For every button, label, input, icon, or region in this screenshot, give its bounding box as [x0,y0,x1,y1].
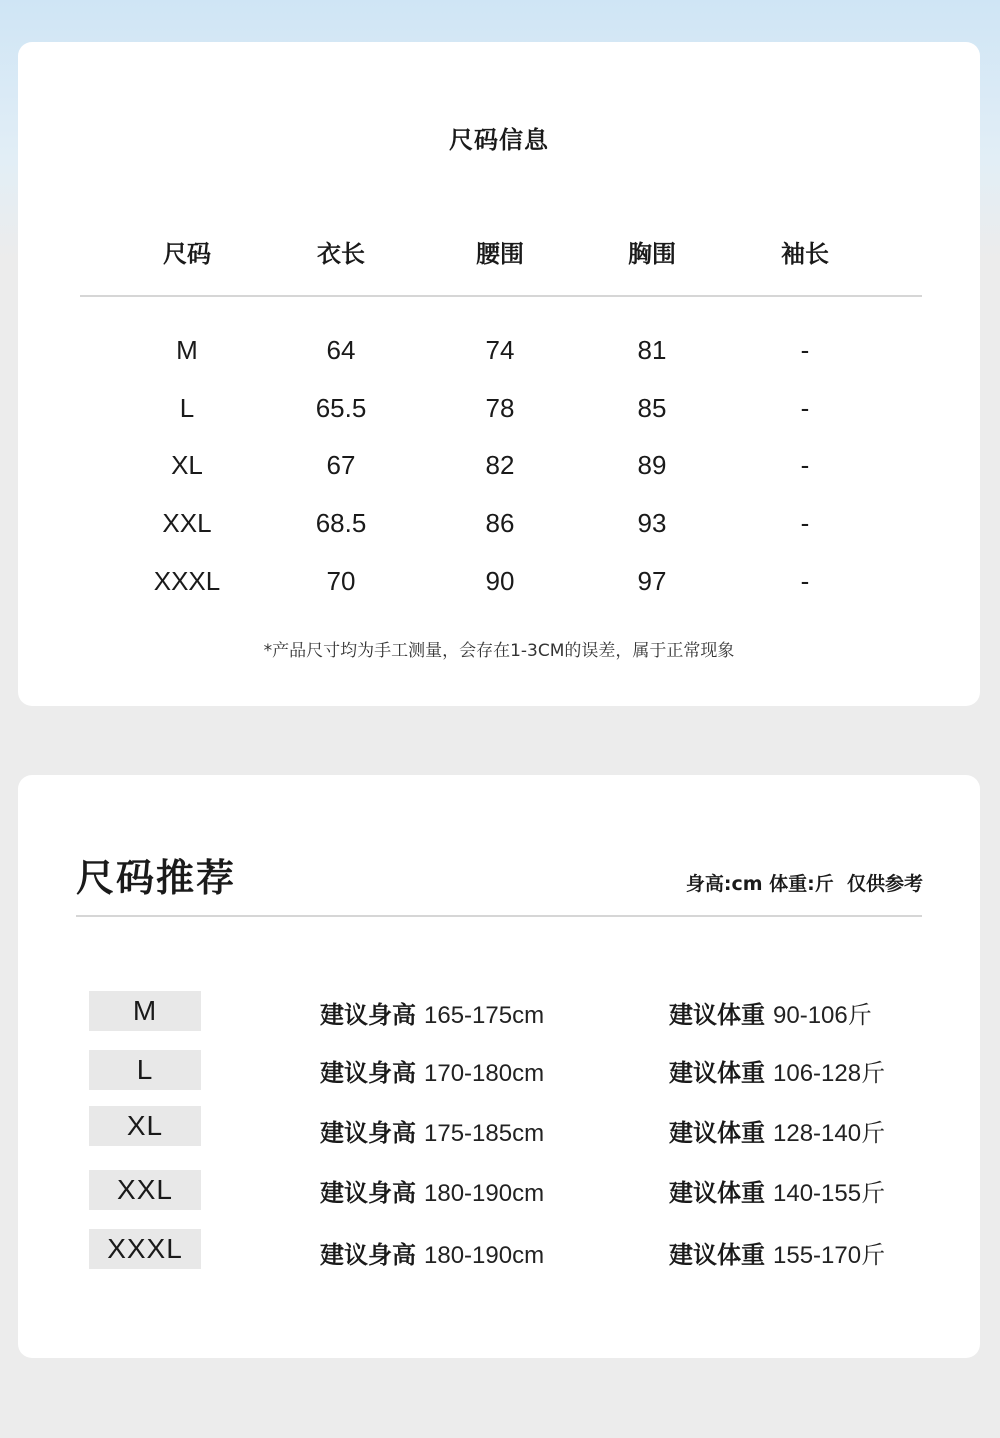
header-sleeve: 袖长 [781,240,829,268]
cell-length: 65.5 [315,393,367,423]
recommend-divider [76,915,922,917]
cell-size: M [176,335,198,365]
cell-length: 70 [326,566,356,596]
recommend-unit-note: 身高:cm 体重:斤 仅供参考 [685,873,923,895]
cell-size: XXXL [153,566,221,596]
height-text [320,1053,544,1088]
height-text [320,1113,544,1148]
weight-text [669,1053,885,1088]
cell-waist: 82 [485,450,515,480]
cell-waist: 86 [485,508,515,538]
cell-length: 64 [326,335,356,365]
cell-chest: 85 [637,393,667,423]
cell-length: 67 [326,450,356,480]
cell-size: XXL [162,508,212,538]
height-label: 建议身高 [320,1119,416,1147]
cell-size: L [179,393,195,423]
weight-value: 155-170斤 [773,1242,886,1269]
cell-sleeve: - [800,393,810,423]
cell-waist: 74 [485,335,515,365]
size-chip: XXXL [89,1229,201,1269]
cell-sleeve: - [800,450,810,480]
size-info-card [18,42,980,706]
cell-chest: 89 [637,450,667,480]
height-label: 建议身高 [320,1001,416,1029]
header-waist: 腰围 [476,240,524,268]
cell-sleeve: - [800,566,810,596]
weight-label: 建议体重 [669,1179,765,1207]
weight-value: 140-155斤 [773,1180,886,1207]
weight-text [669,995,872,1030]
cell-chest: 81 [637,335,667,365]
weight-label: 建议体重 [669,1001,765,1029]
cell-length: 68.5 [315,508,367,538]
weight-label: 建议体重 [669,1059,765,1087]
cell-chest: 97 [637,566,667,596]
height-text [320,995,544,1030]
height-value: 165-175cm [424,1002,545,1029]
cell-waist: 78 [485,393,515,423]
size-chip: M [89,991,201,1031]
weight-label: 建议体重 [669,1241,765,1269]
weight-label: 建议体重 [669,1119,765,1147]
height-label: 建议身高 [320,1241,416,1269]
table-divider [80,295,922,297]
height-text [320,1173,544,1208]
height-value: 180-190cm [424,1242,545,1269]
height-label: 建议身高 [320,1179,416,1207]
size-recommend-card [18,775,980,1358]
weight-text [669,1113,885,1148]
cell-sleeve: - [800,335,810,365]
weight-value: 128-140斤 [773,1120,886,1147]
cell-size: XL [171,450,203,480]
cell-sleeve: - [800,508,810,538]
weight-text [669,1173,885,1208]
header-chest: 胸围 [628,240,676,268]
header-length: 衣长 [317,240,365,268]
height-value: 170-180cm [424,1060,545,1087]
weight-value: 90-106斤 [773,1002,872,1029]
size-chip: L [89,1050,201,1090]
height-value: 175-185cm [424,1120,545,1147]
weight-value: 106-128斤 [773,1060,886,1087]
height-label: 建议身高 [320,1059,416,1087]
size-chip: XXL [89,1170,201,1210]
weight-text [669,1235,885,1270]
measurement-note: *产品尺寸均为手工测量，会存在1-3CM的误差，属于正常现象 [263,641,735,661]
height-text [320,1235,544,1270]
size-info-title: 尺码信息 [449,126,549,154]
cell-chest: 93 [637,508,667,538]
size-chip: XL [89,1106,201,1146]
header-size: 尺码 [163,240,211,268]
recommend-title: 尺码推荐 [76,856,237,900]
height-value: 180-190cm [424,1180,545,1207]
cell-waist: 90 [485,566,515,596]
